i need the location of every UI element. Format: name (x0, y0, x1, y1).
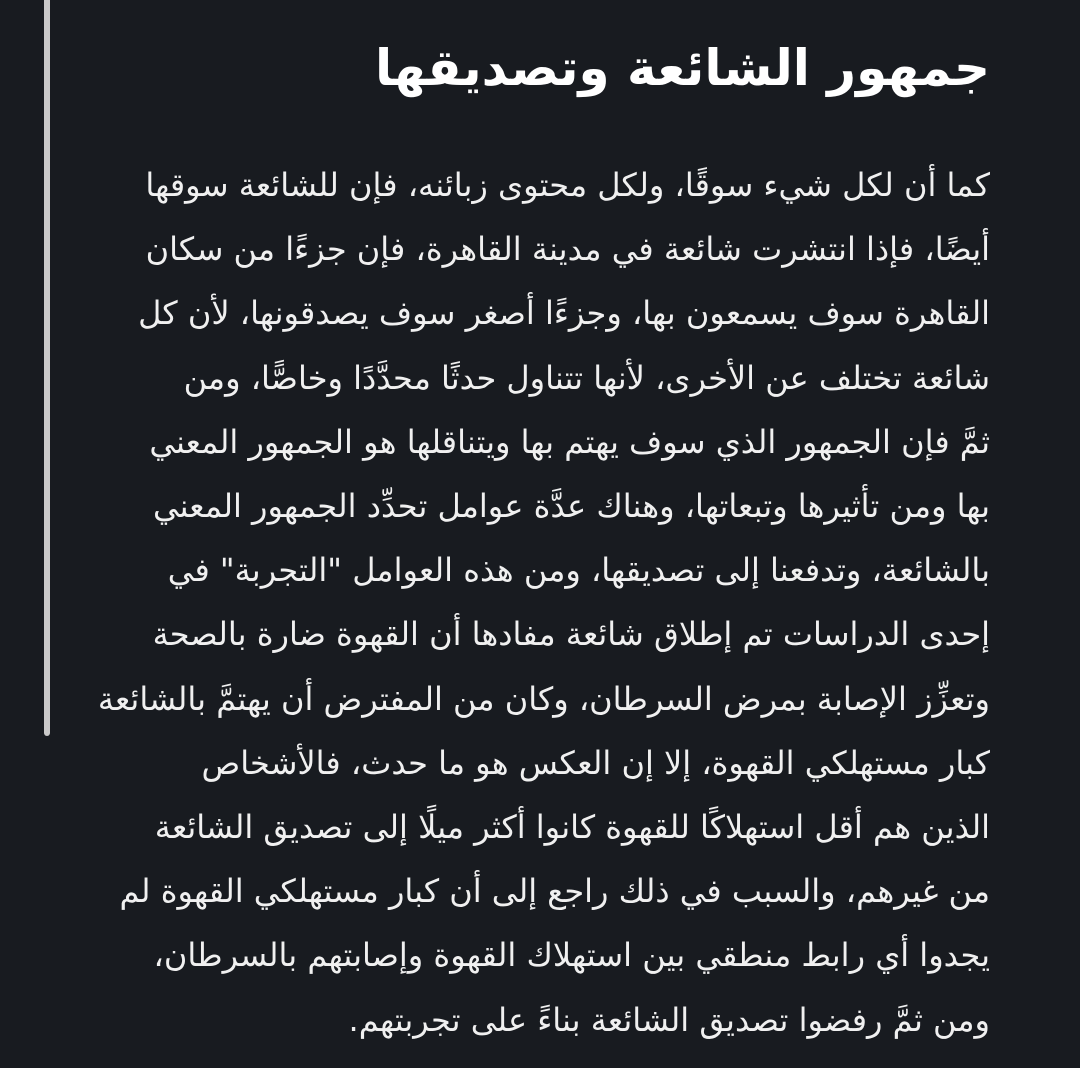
body-line-5: ثمَّ فإن الجمهور الذي سوف يهتم بها ويتناقلها هو الجمهور المعني (149, 422, 990, 461)
body-line-4: شائعة تختلف عن الأخرى، لأنها تتناول حدثًا محدَّدًا وخاصًّا، ومن (183, 358, 990, 397)
article-title: جمهور الشائعة وتصديقها (375, 39, 990, 97)
body-line-12: من غيرهم، والسبب في ذلك راجع إلى أن كبار مستهلكي القهوة لم (119, 872, 990, 911)
article-body (97, 153, 990, 1052)
body-line-3: القاهرة سوف يسمعون بها، وجزءًا أصغر سوف يصدقونها، لأن كل (138, 294, 990, 333)
body-line-13: يجدوا أي رابط منطقي بين استهلاك القهوة وإصابتهم بالسرطان، (153, 936, 990, 975)
article-content (97, 28, 990, 1052)
body-line-2: أيضًا، فإذا انتشرت شائعة في مدينة القاهرة، فإن جزءًا من سكان (145, 230, 990, 269)
body-line-7: بالشائعة، وتدفعنا إلى تصديقها، ومن هذه العوامل "التجربة" في (167, 551, 990, 590)
body-line-11: الذين هم أقل استهلاكًا للقهوة كانوا أكثر ميلًا إلى تصديق الشائعة (154, 808, 990, 847)
body-line-10: كبار مستهلكي القهوة، إلا إن العكس هو ما حدث، فالأشخاص (201, 743, 990, 782)
body-line-1: كما أن لكل شيء سوقًا، ولكل محتوى زبائنه، فإن للشائعة سوقها (145, 166, 990, 204)
body-line-9: وتعزِّز الإصابة بمرض السرطان، وكان من المفترض أن يهتمَّ بالشائعة (97, 679, 990, 718)
body-line-6: بها ومن تأثيرها وتبعاتها، وهناك عدَّة عوامل تحدِّد الجمهور المعني (152, 487, 990, 526)
scrollbar[interactable] (44, 0, 50, 736)
body-line-8: إحدى الدراسات تم إطلاق شائعة مفادها أن القهوة ضارة بالصحة (152, 615, 990, 654)
body-line-14: ومن ثمَّ رفضوا تصديق الشائعة بناءً على تجربتهم. (348, 1000, 990, 1039)
